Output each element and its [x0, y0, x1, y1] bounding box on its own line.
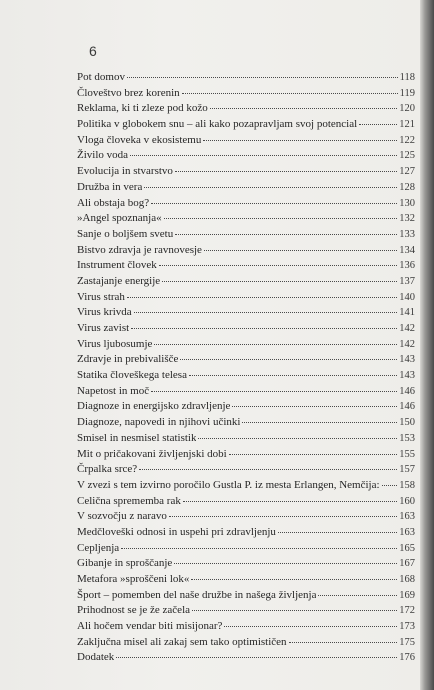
- toc-entry-page: 130: [399, 197, 415, 209]
- toc-entry-page: 122: [399, 134, 415, 146]
- dot-leader: [183, 500, 397, 502]
- toc-entry: [77, 321, 415, 337]
- toc-entry: [77, 180, 415, 196]
- dot-leader: [180, 358, 397, 360]
- toc-entry-title: Napetost in moč: [77, 384, 150, 397]
- toc-entry-page: 128: [399, 181, 415, 193]
- toc-entry: [77, 525, 415, 541]
- dot-leader: [130, 154, 397, 156]
- toc-entry: [77, 541, 415, 557]
- dot-leader: [164, 217, 398, 219]
- toc-entry-page: 155: [399, 448, 415, 460]
- toc-entry: [77, 650, 415, 666]
- toc-entry-page: 176: [399, 652, 415, 664]
- dot-leader: [174, 562, 397, 564]
- toc-entry-page: 141: [399, 307, 415, 319]
- dot-leader: [359, 123, 397, 125]
- dot-leader: [169, 515, 397, 517]
- toc-entry-title: Ali obstaja bog?: [77, 196, 150, 209]
- toc-entry: [77, 588, 415, 604]
- dot-leader: [189, 374, 397, 376]
- toc-entry: [77, 305, 415, 321]
- toc-entry-title: V zvezi s tem izvirno poročilo Gustla P. iz mesta Erlangen, Nemčija:: [77, 478, 380, 491]
- toc-entry-page: 142: [399, 338, 415, 350]
- toc-entry: [77, 117, 415, 133]
- toc-entry-page: 119: [399, 87, 415, 99]
- toc-entry-title: Politika v globokem snu – ali kako pozapravljam svoj potencial: [77, 118, 358, 131]
- toc-entry: [77, 211, 415, 227]
- toc-entry: [77, 70, 415, 86]
- toc-entry-title: Virus strah: [77, 290, 125, 303]
- toc-entry-title: Virus zavist: [77, 322, 130, 334]
- dot-leader: [127, 76, 398, 78]
- dot-leader: [289, 641, 398, 643]
- dot-leader: [151, 390, 397, 392]
- toc-entry-page: 125: [399, 150, 415, 162]
- dot-leader: [182, 92, 398, 94]
- toc-entry-page: 118: [399, 72, 415, 83]
- toc-entry-page: 163: [399, 526, 415, 538]
- toc-entry-title: Družba in vera: [77, 180, 143, 193]
- toc-entry: [77, 243, 415, 259]
- toc-entry: [77, 290, 415, 306]
- toc-entry: [77, 619, 415, 635]
- toc-entry-title: Evolucija in stvarstvo: [77, 165, 173, 178]
- dot-leader: [127, 296, 397, 298]
- toc-entry-page: 169: [399, 589, 415, 601]
- toc-entry-page: 133: [399, 228, 415, 240]
- toc-entry-title: Diagnoze, napovedi in njihovi učinki: [77, 416, 241, 429]
- dot-leader: [175, 233, 397, 235]
- toc-entry: [77, 164, 415, 180]
- toc-entry-title: Črpalka srce?: [77, 463, 138, 476]
- toc-entry: [77, 337, 415, 353]
- toc-entry-page: 137: [399, 275, 415, 287]
- toc-entry-page: 173: [399, 621, 415, 633]
- dot-leader: [242, 421, 397, 423]
- toc-entry: [77, 635, 415, 651]
- dot-leader: [232, 405, 397, 407]
- dot-leader: [198, 437, 397, 439]
- toc-entry: [77, 101, 415, 117]
- toc-entry-title: Dodatek: [77, 651, 115, 664]
- dot-leader: [154, 343, 397, 345]
- toc-entry: [77, 274, 415, 290]
- toc-entry: [77, 494, 415, 510]
- toc-entry: [77, 509, 415, 525]
- dot-leader: [151, 202, 397, 204]
- toc-entry-page: 165: [399, 542, 415, 554]
- toc-entry: [77, 572, 415, 588]
- toc-entry-title: Virus ljubosumje: [77, 337, 153, 350]
- dot-leader: [131, 327, 397, 329]
- toc-entry-page: 150: [399, 417, 415, 429]
- toc-entry-title: Metafora »sproščeni lok«: [77, 573, 190, 585]
- dot-leader: [134, 311, 398, 313]
- toc-entry: [77, 148, 415, 164]
- dot-leader: [278, 531, 397, 533]
- toc-entry-page: 175: [399, 636, 415, 648]
- toc-entry: [77, 399, 415, 415]
- dot-leader: [162, 280, 397, 282]
- toc-entry-page: 120: [399, 103, 415, 115]
- toc-entry-title: Pot domov: [77, 71, 125, 83]
- toc-entry-title: Celična sprememba rak: [77, 494, 181, 507]
- toc-entry-title: Zastajanje energije: [77, 274, 161, 287]
- dot-leader: [116, 656, 397, 658]
- toc-entry-title: Sanje o boljšem svetu: [77, 227, 174, 240]
- dot-leader: [139, 468, 397, 470]
- dot-leader: [210, 107, 398, 109]
- toc-entry-title: Gibanje in sproščanje: [77, 557, 173, 570]
- toc-entry-title: Vloga človeka v ekosistemu: [77, 133, 202, 146]
- toc-entry-page: 146: [399, 401, 415, 413]
- toc-entry-page: 132: [399, 213, 415, 225]
- toc-entry-page: 136: [399, 260, 415, 272]
- toc-entry-title: Človeštvo brez korenin: [77, 86, 180, 99]
- toc-entry: [77, 384, 415, 400]
- toc-entry: [77, 415, 415, 431]
- toc-entry-page: 121: [399, 119, 415, 131]
- toc-entry-title: Mit o pričakovani življenjski dobi: [77, 447, 227, 460]
- toc-entry-title: Bistvo zdravja je ravnovesje: [77, 243, 202, 256]
- toc-entry-title: Diagnoze in energijsko zdravljenje: [77, 400, 231, 413]
- toc-entry: [77, 227, 415, 243]
- page-number: 6: [89, 43, 97, 59]
- toc-entry-page: 134: [399, 244, 415, 256]
- toc-entry-page: 153: [399, 432, 415, 444]
- dot-leader: [144, 186, 397, 188]
- toc-entry: [77, 447, 415, 463]
- toc-entry-title: Zaključna misel ali zakaj sem tako optimističen: [77, 635, 287, 648]
- toc-entry: [77, 431, 415, 447]
- toc-entry-page: 127: [399, 166, 415, 178]
- toc-entry-page: 160: [399, 495, 415, 507]
- toc-entry: [77, 478, 415, 494]
- table-of-contents: [77, 70, 415, 666]
- toc-entry-title: Statika človeškega telesa: [77, 369, 187, 382]
- toc-entry-title: Prihodnost se je že začela: [77, 604, 191, 617]
- toc-entry: [77, 352, 415, 368]
- toc-entry: [77, 462, 415, 478]
- toc-entry-title: Smisel in nesmisel statistik: [77, 431, 197, 444]
- toc-entry-title: Zdravje in prebivališče: [77, 353, 179, 366]
- dot-leader: [224, 625, 397, 627]
- dot-leader: [382, 484, 398, 486]
- dot-leader: [318, 594, 397, 596]
- toc-entry: [77, 603, 415, 619]
- toc-entry-page: 163: [399, 511, 415, 523]
- toc-entry-page: 158: [399, 479, 415, 491]
- toc-entry-page: 143: [399, 370, 415, 382]
- toc-entry-title: »Angel spoznanja«: [77, 212, 162, 225]
- dot-leader: [192, 609, 397, 611]
- toc-entry-page: 168: [399, 574, 415, 585]
- dot-leader: [121, 547, 397, 549]
- toc-entry: [77, 368, 415, 384]
- toc-entry-title: Cepljenja: [77, 541, 120, 554]
- toc-entry-title: Šport – pomemben del naše družbe in našega življenja: [77, 588, 317, 601]
- toc-entry-title: Instrument človek: [77, 259, 157, 272]
- toc-entry-title: Virus krivda: [77, 306, 132, 319]
- toc-entry-title: Medčloveški odnosi in uspehi pri zdravljenju: [77, 525, 276, 538]
- dot-leader: [203, 139, 397, 141]
- toc-entry: [77, 258, 415, 274]
- toc-entry-title: V sozvočju z naravo: [77, 510, 167, 523]
- toc-entry-page: 167: [399, 558, 415, 570]
- toc-entry: [77, 196, 415, 212]
- toc-entry-page: 140: [399, 291, 415, 303]
- toc-entry: [77, 86, 415, 102]
- toc-entry-title: Reklama, ki ti zleze pod kožo: [77, 102, 208, 115]
- dot-leader: [204, 249, 397, 251]
- toc-entry-page: 143: [399, 354, 415, 366]
- toc-entry-title: Živilo voda: [77, 149, 129, 162]
- toc-entry: [77, 556, 415, 572]
- page-edge: [420, 0, 434, 690]
- toc-entry-page: 157: [399, 464, 415, 476]
- dot-leader: [159, 264, 398, 266]
- toc-entry-page: 172: [399, 605, 415, 617]
- toc-entry-page: 142: [399, 323, 415, 334]
- dot-leader: [191, 578, 397, 580]
- dot-leader: [229, 453, 398, 455]
- toc-entry-page: 146: [399, 385, 415, 397]
- toc-entry-title: Ali hočem vendar biti misijonar?: [77, 620, 223, 633]
- toc-entry: [77, 133, 415, 149]
- dot-leader: [175, 170, 397, 172]
